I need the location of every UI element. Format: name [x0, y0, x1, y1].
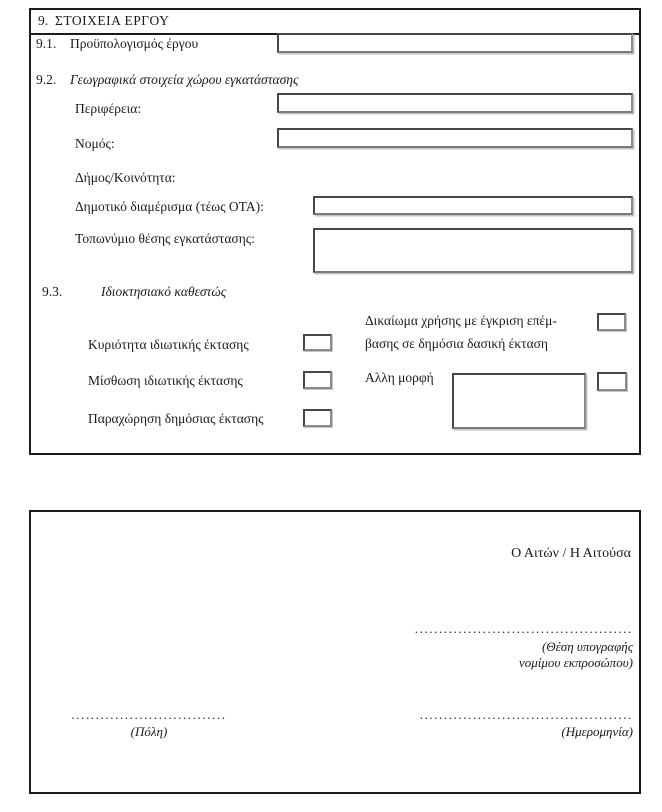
item-9-1-number: 9.1.	[36, 36, 57, 51]
city-area	[61, 708, 237, 740]
date-dotted-line[interactable]: ............................................	[419, 707, 633, 722]
budget-input[interactable]	[277, 33, 633, 53]
other-form-checkbox[interactable]	[597, 372, 627, 391]
other-form-label: Αλλη μορφή	[365, 370, 434, 385]
region-input[interactable]	[277, 93, 633, 113]
section-9-title: ΣΤΟΙΧΕΙΑ ΕΡΓΟΥ	[55, 13, 170, 28]
private-lease-checkbox[interactable]	[303, 371, 332, 389]
applicant-heading: Ο Αιτών / Η Αιτούσα	[511, 546, 631, 561]
section-9-header	[31, 10, 639, 35]
city-caption: (Πόλη)	[130, 724, 168, 739]
public-concession-checkbox[interactable]	[303, 409, 332, 427]
geo-section-title: Γεωγραφικά στοιχεία χώρου εγκατάστασης	[70, 72, 299, 87]
private-lease-label: Μίσθωση ιδιωτικής έκτασης	[88, 373, 243, 388]
public-concession-label: Παραχώρηση δημόσιας έκτασης	[88, 411, 264, 426]
signature-caption-line1: (Θέση υπογραφής	[541, 639, 633, 654]
prefecture-input[interactable]	[277, 128, 633, 148]
date-area	[393, 708, 633, 740]
forest-use-label-line2: βασης σε δημόσια δασική έκταση	[365, 336, 548, 351]
private-ownership-checkbox[interactable]	[303, 334, 332, 351]
section-9-number: 9.	[38, 13, 49, 28]
signature-dotted-line[interactable]: .............................................	[414, 621, 633, 636]
toponym-input[interactable]	[313, 228, 633, 273]
district-input[interactable]	[313, 196, 633, 215]
item-9-3-number: 9.3.	[42, 284, 63, 299]
signature-caption-line2: νομίμου εκπροσώπου)	[518, 655, 633, 670]
signature-area	[373, 622, 633, 671]
section-9-project-data-box	[29, 8, 641, 455]
toponym-label: Τοπωνύμιο θέσης εγκατάστασης:	[75, 231, 255, 246]
private-ownership-label: Κυριότητα ιδιωτικής έκτασης	[88, 337, 249, 352]
other-form-input[interactable]	[452, 373, 586, 429]
date-caption: (Ημερομηνία)	[561, 724, 633, 739]
signature-box	[29, 510, 641, 794]
item-9-2-number: 9.2.	[36, 72, 57, 87]
budget-label: Προϋπολογισμός έργου	[70, 36, 199, 51]
forest-use-checkbox[interactable]	[597, 313, 626, 331]
prefecture-label: Νομός:	[75, 136, 115, 151]
ownership-section-title: Ιδιοκτησιακό καθεστώς	[101, 284, 227, 299]
municipality-label: Δήμος/Κοινότητα:	[75, 170, 176, 185]
city-dotted-line[interactable]: ................................	[71, 707, 227, 722]
region-label: Περιφέρεια:	[75, 101, 142, 116]
forest-use-label-line1: Δικαίωμα χρήσης με έγκριση επέμ-	[365, 313, 557, 328]
district-label: Δημοτικό διαμέρισμα (τέως ΟΤΑ):	[75, 199, 264, 214]
